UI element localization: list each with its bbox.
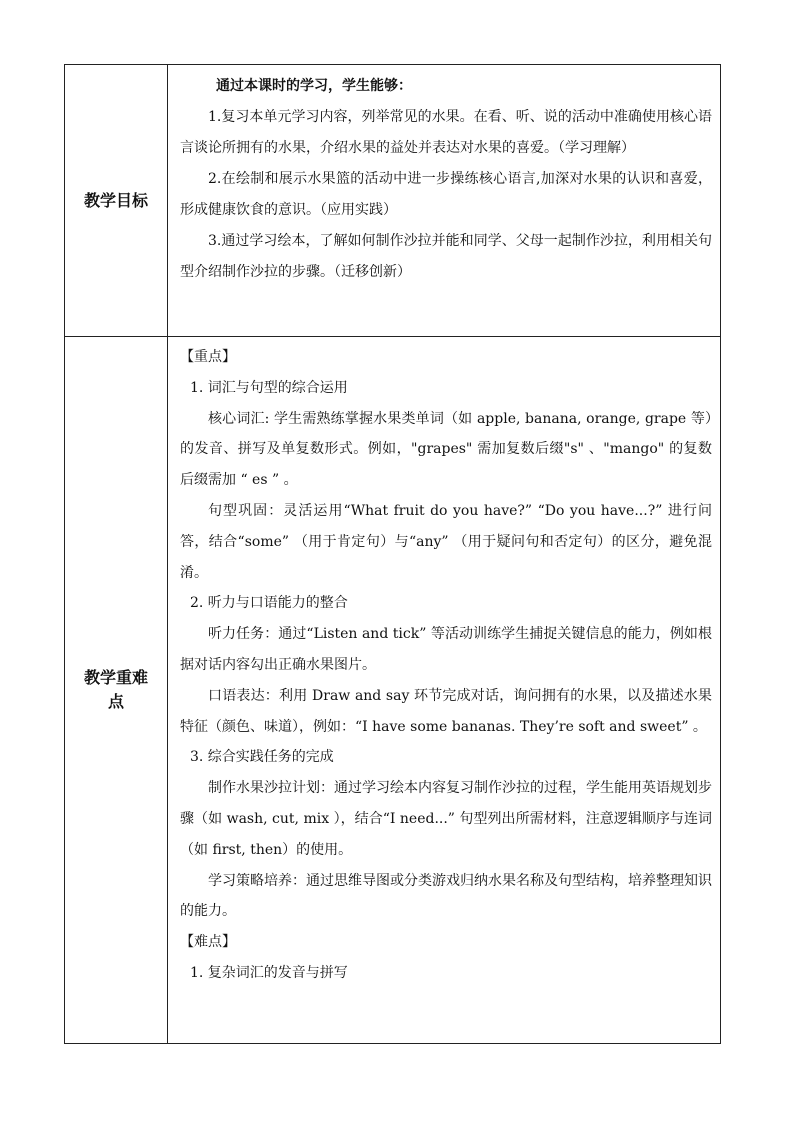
- objective-item-2: 2.在绘制和展示水果篮的活动中进一步操练核心语言,加深对水果的认识和喜爱，形成健康饮食的意识。（应用实践）: [180, 171, 712, 218]
- section-3-title: 3. 综合实践任务的完成: [190, 749, 334, 766]
- objectives-content-cell: [168, 65, 721, 337]
- section-3-salad-plan: 制作水果沙拉计划：通过学习绘本内容复习制作沙拉的过程，学生能用英语规划步骤（如 wash, cut, mix ），结合“I need...” 句型列出所需材料，注意逻辑顺序与连词（如 first, then）的使用。: [180, 780, 712, 858]
- section-2-speaking: 口语表达：利用 Draw and say 环节完成对话，询问拥有的水果，以及描述水果特征（颜色、味道），例如：“I have some bananas. They’re soft and sweet” 。: [180, 687, 712, 735]
- section-3-strategy: 学习策略培养：通过思维导图或分类游戏归纳水果名称及句型结构，培养整理知识的能力。: [180, 872, 712, 920]
- difficulty-1-title: 1. 复杂词汇的发音与拼写: [190, 964, 348, 981]
- objectives-label: 教学目标: [83, 190, 148, 210]
- difficulty-heading: 【难点】: [180, 934, 236, 951]
- objectives-intro: 通过本课时的学习，学生能够：: [216, 78, 412, 94]
- key-points-label-cell: [65, 337, 168, 1044]
- objective-item-1: 1.复习本单元学习内容，列举常见的水果。在看、听、说的活动中准确使用核心语言谈论所拥有的水果，介绍水果的益处并表达对水果的喜爱。（学习理解）: [180, 109, 712, 156]
- objective-item-3: 3.通过学习绘本，了解如何制作沙拉并能和同学、父母一起制作沙拉，利用相关句型介绍制作沙拉的步骤。（迁移创新）: [180, 233, 712, 280]
- section-2-listening: 听力任务：通过“Listen and tick” 等活动训练学生捕捉关键信息的能力，例如根据对话内容勾出正确水果图片。: [180, 626, 712, 673]
- objectives-label-cell: [65, 65, 168, 337]
- key-points-content-cell: [168, 337, 721, 1044]
- lesson-plan-table: [64, 64, 721, 1044]
- key-points-row: [65, 337, 721, 1044]
- objectives-row: [65, 65, 721, 337]
- section-1-title: 1. 词汇与句型的综合运用: [190, 379, 348, 396]
- section-1-vocabulary: 核心词汇: 学生需熟练掌握水果类单词（如 apple, banana, orange, grape 等）的发音、拼写及单复数形式。例如，"grapes" 需加复数后缀"s" 、"mango" 的复数后缀需加 “ es ” 。: [180, 410, 712, 489]
- key-points-label-line1: 教学重难: [83, 668, 148, 687]
- section-1-sentence-patterns: 句型巩固：灵活运用“What fruit do you have?” “Do you have...?” 进行问答，结合“some” （用于肯定句）与“any” （用于疑问句和否定句）的区分，避免混淆。: [180, 502, 712, 581]
- section-2-title: 2. 听力与口语能力的整合: [190, 595, 348, 612]
- key-points-label-line2: 点: [107, 692, 124, 711]
- focus-heading: 【重点】: [180, 349, 236, 365]
